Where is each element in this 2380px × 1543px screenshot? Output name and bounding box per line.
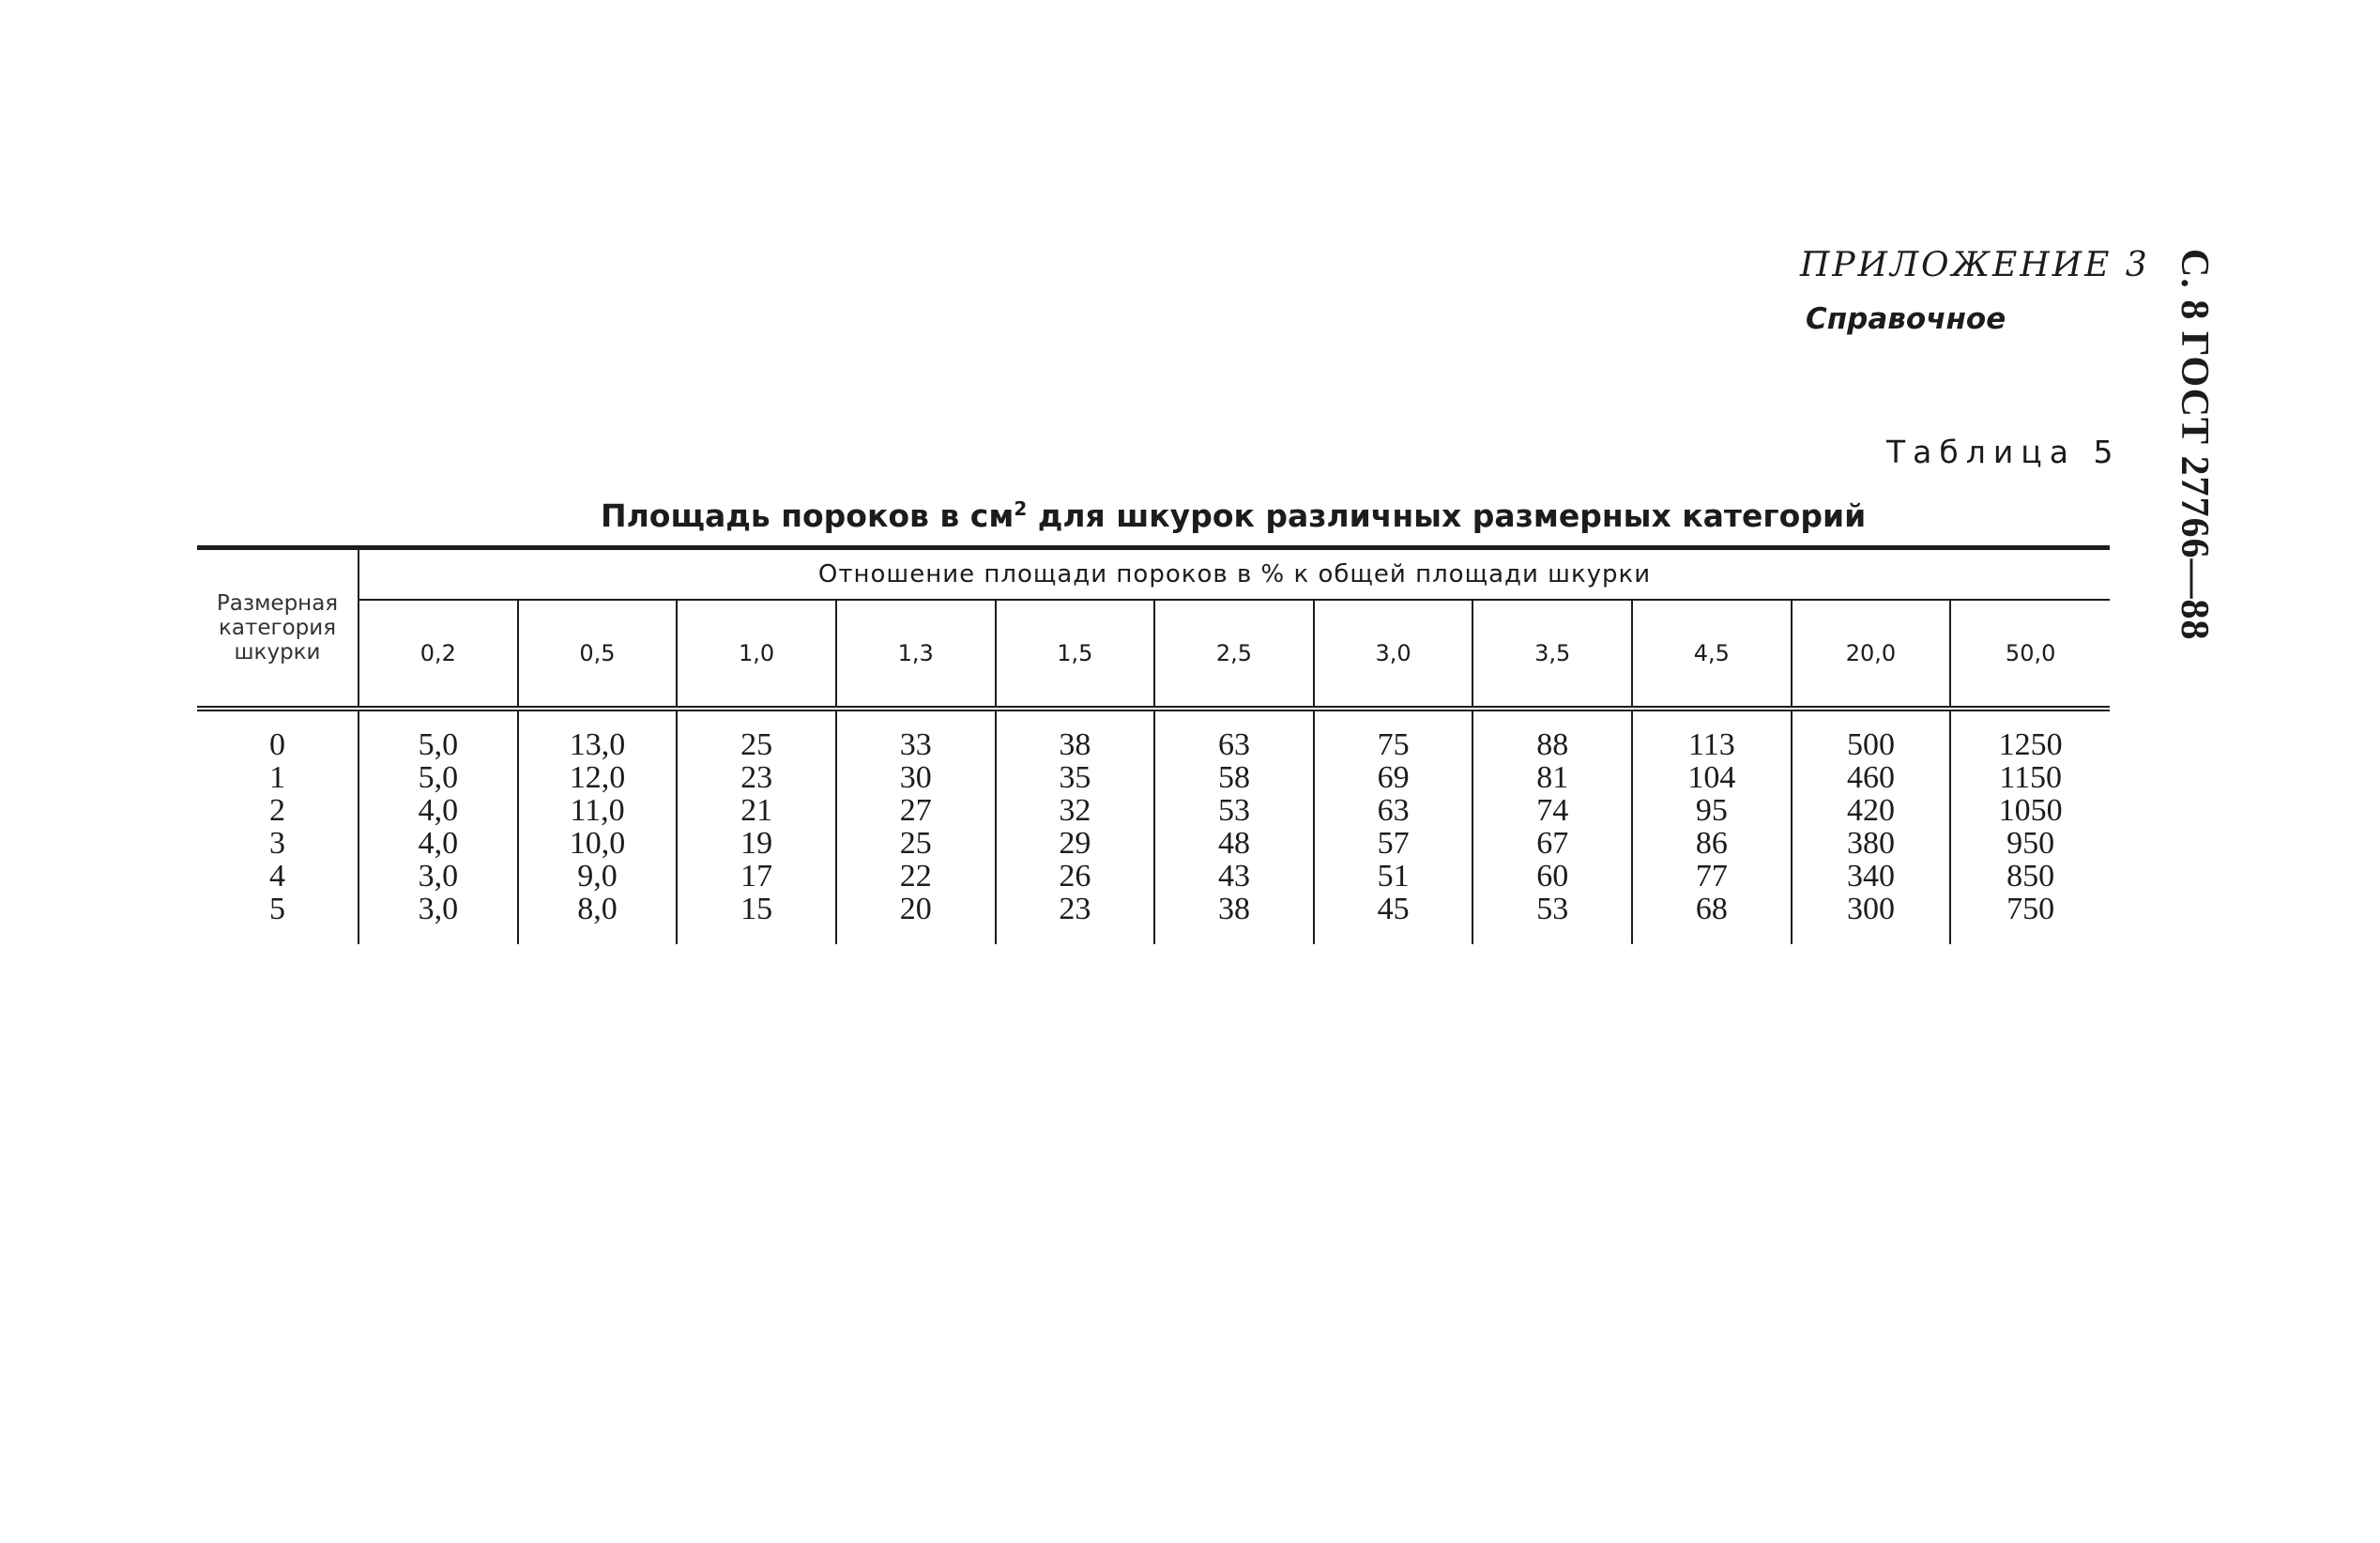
value-cell: 53 [1154, 794, 1314, 827]
percent-header: 1,5 [996, 600, 1155, 709]
value-cell: 420 [1792, 794, 1951, 827]
table-row [197, 827, 2110, 860]
percent-header: 50,0 [1950, 600, 2110, 709]
value-cell: 77 [1632, 860, 1792, 893]
table-row [197, 728, 2110, 761]
stub-header-line: шкурки [234, 640, 321, 665]
value-cell: 23 [677, 761, 836, 794]
value-cell: 27 [836, 794, 996, 827]
value-cell: 75 [1314, 728, 1473, 761]
value-cell: 32 [996, 794, 1155, 827]
percent-header: 4,5 [1632, 600, 1792, 709]
value-cell: 88 [1472, 728, 1632, 761]
value-cell: 950 [2006, 826, 2055, 861]
value-cell: 12,0 [518, 761, 678, 794]
value-cell: 29 [996, 827, 1155, 860]
value-cell: 53 [1472, 893, 1632, 944]
value-cell: 460 [1792, 761, 1951, 794]
stub-header-line: Размерная [216, 591, 339, 616]
value-cell: 8,0 [518, 893, 678, 944]
table-title-superscript: 2 [1014, 497, 1028, 520]
value-cell: 113 [1632, 728, 1792, 761]
value-cell: 3,0 [359, 893, 518, 944]
table-title-main: Площадь пороков в см [601, 497, 1015, 534]
percent-header: 1,3 [836, 600, 996, 709]
percent-header: 0,2 [359, 600, 518, 709]
value-cell: 48 [1154, 827, 1314, 860]
value-cell: 15 [677, 893, 836, 944]
value-cell: 1150 [1999, 760, 2063, 795]
percent-header: 20,0 [1792, 600, 1951, 709]
value-cell: 95 [1632, 794, 1792, 827]
appendix-title: ПРИЛОЖЕНИЕ 3 [1800, 246, 2150, 284]
stub-header-line: категория [218, 616, 337, 640]
value-cell: 10,0 [518, 827, 678, 860]
value-cell: 30 [836, 761, 996, 794]
value-cell: 20 [836, 893, 996, 944]
value-cell: 38 [1154, 893, 1314, 944]
value-cell: 340 [1792, 860, 1951, 893]
value-cell: 68 [1632, 893, 1792, 944]
value-cell: 60 [1472, 860, 1632, 893]
value-cell: 86 [1632, 827, 1792, 860]
defects-table [197, 545, 2110, 944]
category-cell: 3 [197, 827, 359, 860]
value-cell: 11,0 [518, 794, 678, 827]
value-cell: 45 [1314, 893, 1473, 944]
table-title-rest: для шкурок различных размерных категорий [1027, 497, 1867, 534]
value-cell: 5,0 [359, 761, 518, 794]
stub-header [197, 548, 359, 710]
table-row [197, 860, 2110, 893]
value-cell: 17 [677, 860, 836, 893]
value-cell: 13,0 [518, 728, 678, 761]
value-cell: 25 [836, 827, 996, 860]
value-cell: 23 [996, 893, 1155, 944]
value-cell: 26 [996, 860, 1155, 893]
category-cell: 0 [197, 728, 359, 761]
value-cell: 33 [836, 728, 996, 761]
category-cell: 2 [197, 794, 359, 827]
table-row [197, 794, 2110, 827]
value-cell: 25 [677, 728, 836, 761]
value-cell: 22 [836, 860, 996, 893]
table-label: Таблица 5 [1886, 434, 2121, 470]
value-cell: 380 [1792, 827, 1951, 860]
page-header-standard: С. 8 ГОСТ 27766—88 [2173, 249, 2216, 641]
value-cell: 81 [1472, 761, 1632, 794]
group-header: Отношение площади пороков в % к общей площади шкурки [359, 548, 2110, 601]
value-cell: 104 [1632, 761, 1792, 794]
value-cell: 3,0 [359, 860, 518, 893]
value-cell: 58 [1154, 761, 1314, 794]
value-cell: 38 [996, 728, 1155, 761]
percent-header: 3,5 [1472, 600, 1632, 709]
value-cell: 300 [1792, 893, 1951, 944]
value-cell: 1050 [1998, 793, 2063, 828]
percent-header: 0,5 [518, 600, 678, 709]
value-cell: 43 [1154, 860, 1314, 893]
table-row [197, 761, 2110, 794]
table-title [601, 497, 1866, 534]
percent-header: 3,0 [1314, 600, 1473, 709]
category-cell: 1 [197, 761, 359, 794]
value-cell: 19 [677, 827, 836, 860]
value-cell: 35 [996, 761, 1155, 794]
value-cell: 67 [1472, 827, 1632, 860]
appendix-subtitle: Справочное [1806, 302, 2006, 336]
value-cell: 4,0 [359, 794, 518, 827]
value-cell: 57 [1314, 827, 1473, 860]
value-cell: 500 [1792, 728, 1951, 761]
percent-header: 2,5 [1154, 600, 1314, 709]
value-cell: 63 [1314, 794, 1473, 827]
value-cell: 69 [1314, 761, 1473, 794]
value-cell: 74 [1472, 794, 1632, 827]
value-cell: 4,0 [359, 827, 518, 860]
value-cell: 850 [2006, 859, 2055, 894]
value-cell: 63 [1154, 728, 1314, 761]
table-row [197, 893, 2110, 944]
value-cell: 9,0 [518, 860, 678, 893]
value-cell: 51 [1314, 860, 1473, 893]
category-cell: 5 [197, 893, 359, 944]
category-cell: 4 [197, 860, 359, 893]
percent-header: 1,0 [677, 600, 836, 709]
value-cell: 21 [677, 794, 836, 827]
value-cell: 5,0 [359, 728, 518, 761]
value-cell: 750 [2006, 892, 2055, 926]
value-cell: 1250 [1998, 727, 2063, 762]
